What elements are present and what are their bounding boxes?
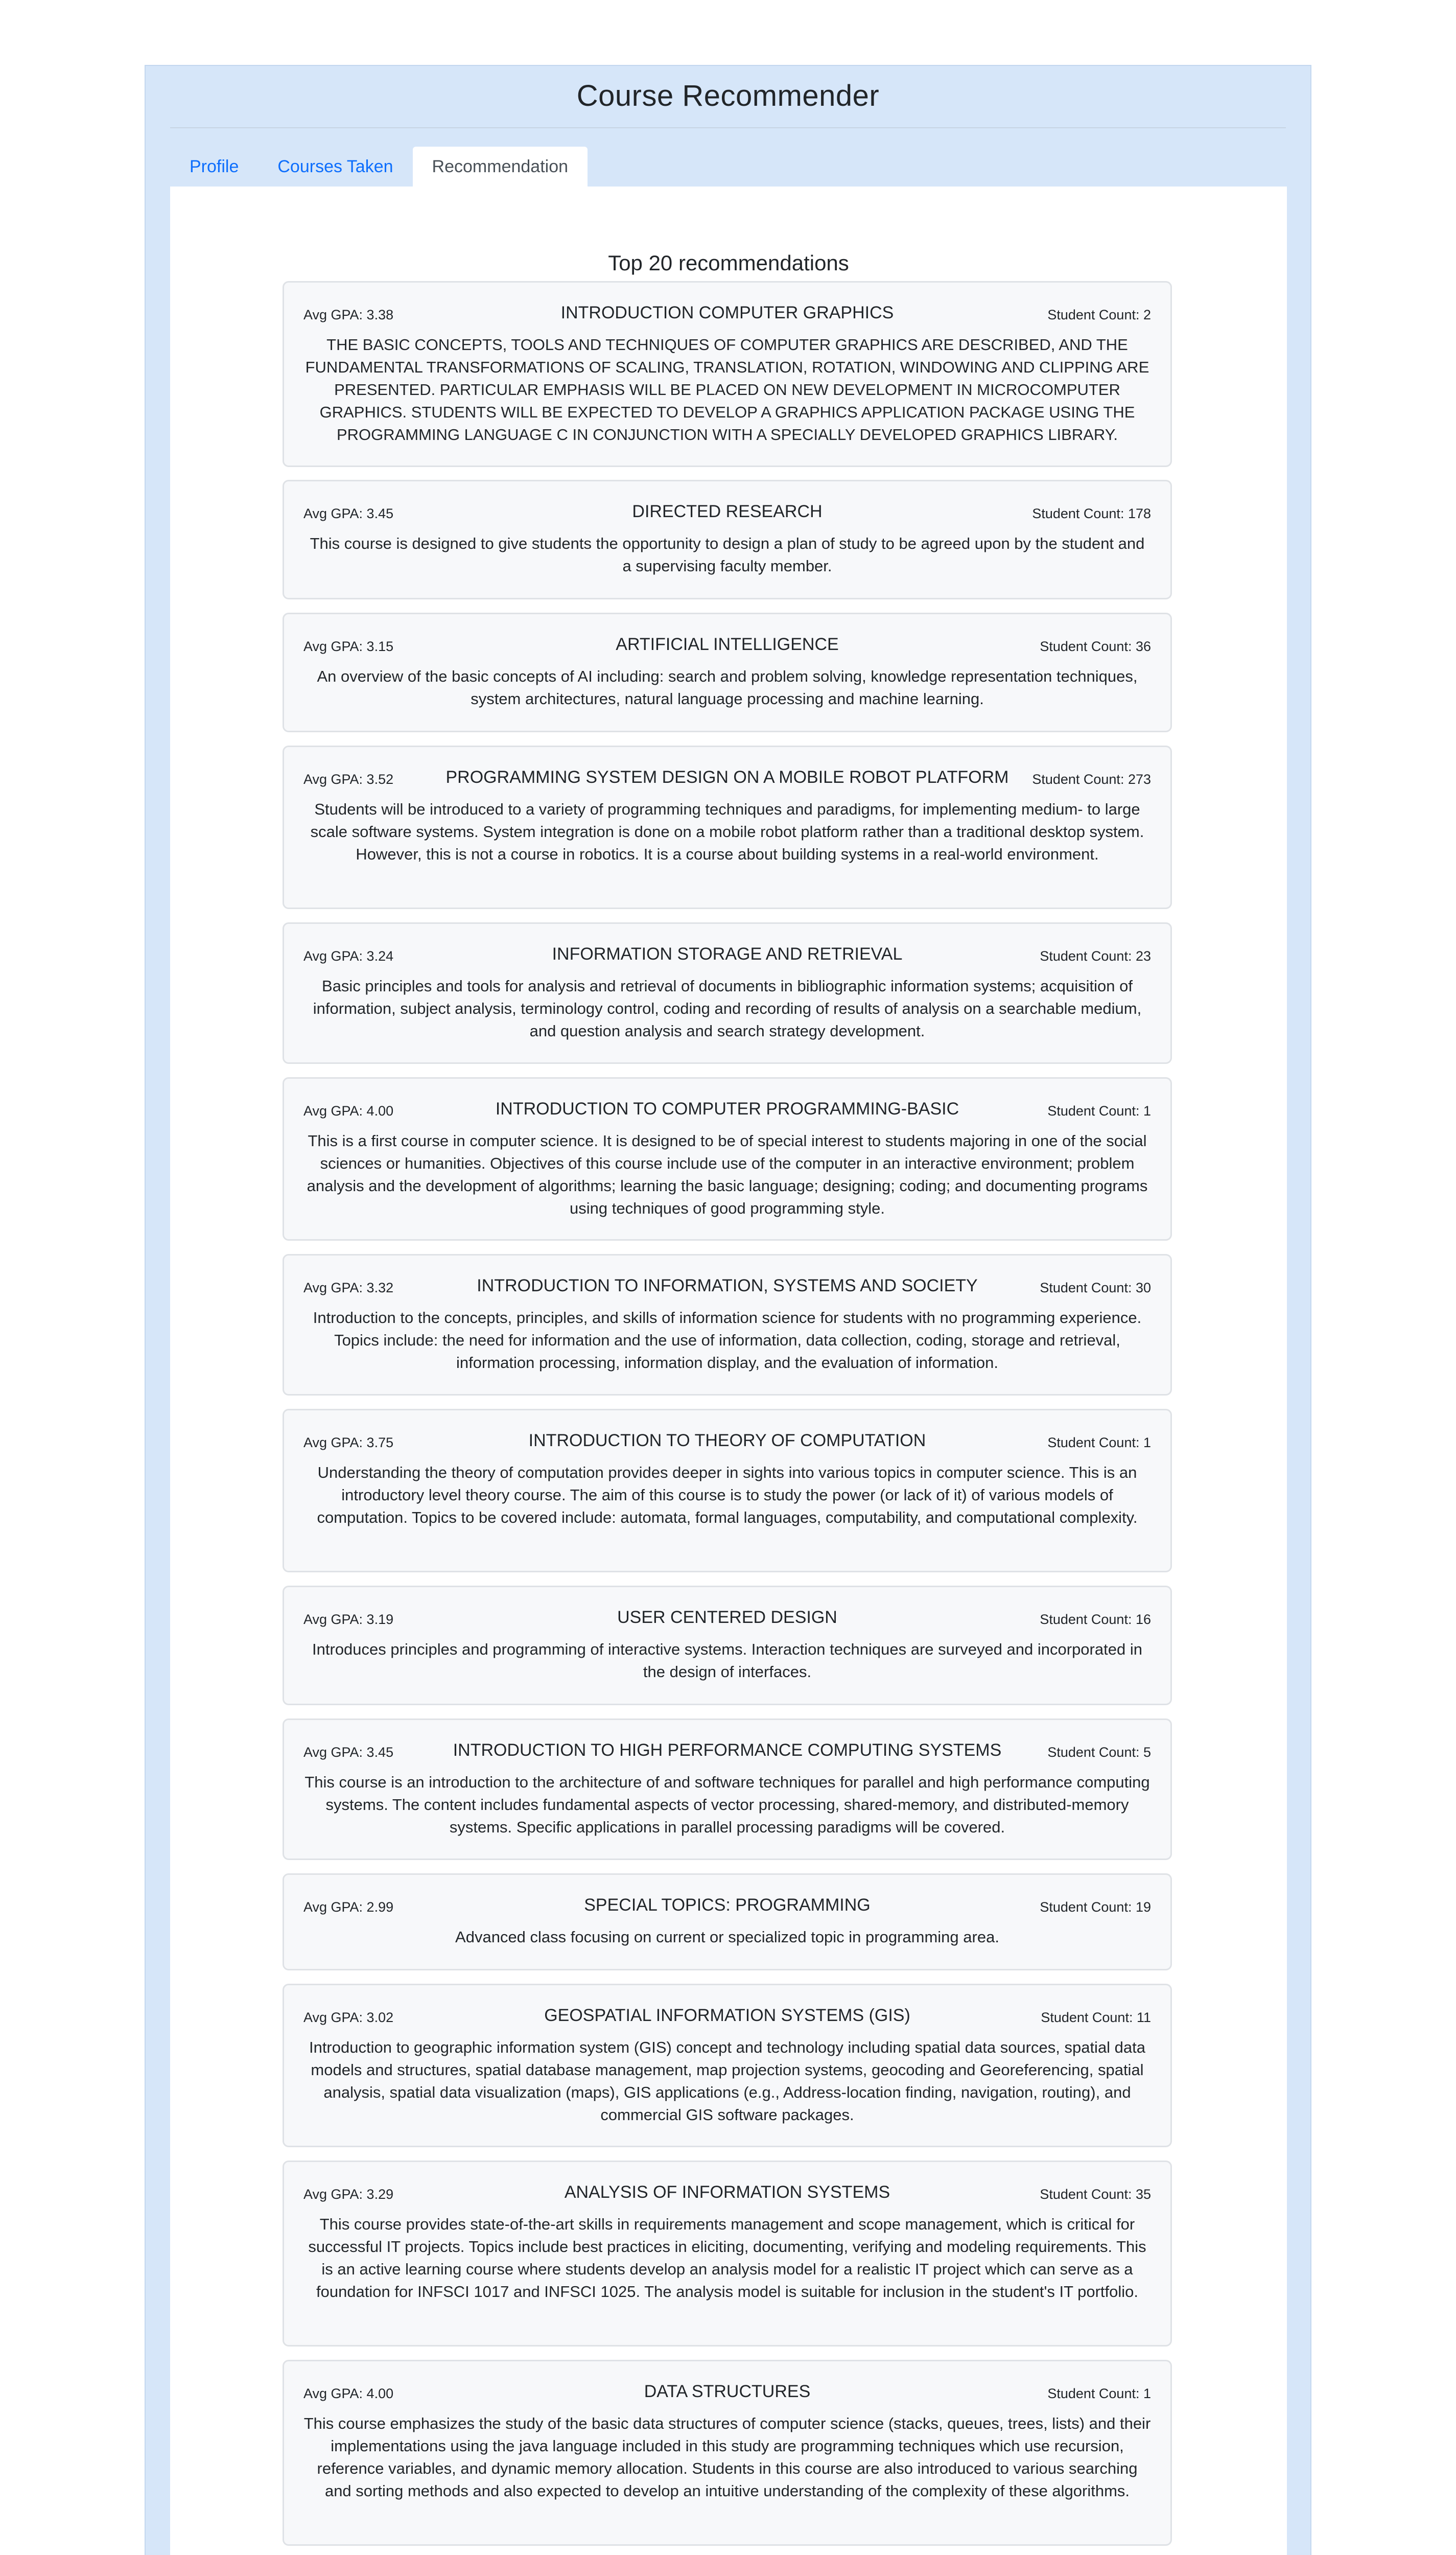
avg-gpa: Avg GPA: 3.15 — [303, 639, 394, 654]
course-title: SPECIAL TOPICS: PROGRAMMING — [584, 1895, 871, 1915]
tab-courses-taken[interactable]: Courses Taken — [277, 157, 393, 176]
avg-gpa: Avg GPA: 3.45 — [303, 1745, 394, 1760]
app-title: Course Recommender — [576, 79, 880, 112]
course-title: DATA STRUCTURES — [644, 2382, 811, 2401]
course-title: INTRODUCTION TO HIGH PERFORMANCE COMPUTING SYSTEMS — [453, 1740, 1002, 1760]
recommendation-card — [283, 1409, 1172, 1572]
avg-gpa: Avg GPA: 3.29 — [303, 2187, 394, 2202]
recommendation-card — [283, 613, 1172, 732]
avg-gpa: Avg GPA: 3.38 — [303, 307, 394, 322]
recommendation-card — [283, 2161, 1172, 2347]
avg-gpa: Avg GPA: 3.02 — [303, 2010, 394, 2025]
recommendation-card — [283, 1077, 1172, 1241]
course-description: Introduction to the concepts, principles, and skills of information science for students with no programming experience. Topics include: the need for information and the use of information, data collection, coding, storage and retrieval, information processing, information display, and the evaluation of information. — [313, 1309, 1142, 1372]
course-title: GEOSPATIAL INFORMATION SYSTEMS (GIS) — [544, 2006, 910, 2025]
course-description: THE BASIC CONCEPTS, TOOLS AND TECHNIQUES OF COMPUTER GRAPHICS ARE DESCRIBED, AND THE FUNDAMENTAL TRANSFORMATIONS OF SCALING, TRANSLATION, ROTATION, WINDOWING AND CLIPPING ARE PRESENTED. PARTICULAR EMPHASIS WILL BE PLACED ON NEW DEVELOPMENT IN MICROCOMPUTER GRAPHICS. STUDENTS WILL BE EXPECTED TO DEVELOP A GRAPHICS APPLICATION PACKAGE USING THE PROGRAMMING LANGUAGE C IN CONJUNCTION WITH A SPECIALLY DEVELOPED GRAPHICS LIBRARY. — [305, 336, 1149, 444]
student-count: Student Count: 35 — [1040, 2187, 1151, 2202]
student-count: Student Count: 1 — [1047, 2386, 1151, 2401]
avg-gpa: Avg GPA: 3.45 — [303, 506, 394, 521]
course-description: Advanced class focusing on current or specialized topic in programming area. — [455, 1928, 999, 1946]
course-title: INTRODUCTION TO COMPUTER PROGRAMMING-BASIC — [495, 1099, 959, 1119]
course-title: ARTIFICIAL INTELLIGENCE — [616, 635, 839, 654]
student-count: Student Count: 30 — [1040, 1280, 1151, 1295]
recommendation-panel — [170, 187, 1287, 2555]
tab-recommendation[interactable]: Recommendation — [413, 147, 588, 187]
course-title: ANALYSIS OF INFORMATION SYSTEMS — [564, 2182, 890, 2202]
recommendation-card — [283, 746, 1172, 909]
recommendation-card — [283, 1586, 1172, 1705]
student-count: Student Count: 23 — [1040, 948, 1151, 964]
course-description: This is a first course in computer science. It is designed to be of special interest to students majoring in one of the social sciences or humanities. Objectives of this course include use of the computer in an interactive environment; problem analysis and the development of algorithms; learning the basic language; designing; coding; and documenting programs using techniques of good programming style. — [307, 1132, 1148, 1217]
avg-gpa: Avg GPA: 3.32 — [303, 1280, 394, 1295]
course-description: Basic principles and tools for analysis and retrieval of documents in bibliographic information systems; acquisition of information, subject analysis, terminology control, coding and recording of results of analysis on a searchable medium, and question analysis and search strategy development. — [313, 977, 1142, 1040]
student-count: Student Count: 2 — [1047, 307, 1151, 322]
student-count: Student Count: 1 — [1047, 1103, 1151, 1119]
student-count: Student Count: 5 — [1047, 1745, 1151, 1760]
course-description: This course emphasizes the study of the basic data structures of computer science (stacks, queues, trees, lists) and their implementations using the java language included in this study are programming techniques which use recursion, reference variables, and dynamic memory allocation. Students in this course are also introduced to various searching and sorting methods and also expected to develop an intuitive understanding of the complexity of these algorithms. — [303, 2414, 1151, 2500]
course-description: Understanding the theory of computation provides deeper in sights into various topics in computer science. This is an introductory level theory course. The aim of this course is to study the power (or lack of it) of various models of computation. Topics to be covered include: automata, formal languages, computability, and computational complexity. — [317, 1464, 1138, 1526]
avg-gpa: Avg GPA: 4.00 — [303, 1103, 394, 1119]
student-count: Student Count: 178 — [1032, 506, 1151, 521]
student-count: Student Count: 36 — [1040, 639, 1151, 654]
tab-bar — [170, 147, 588, 187]
course-description: This course is designed to give students the opportunity to design a plan of study to be agreed upon by the student and a supervising faculty member. — [310, 535, 1145, 575]
avg-gpa: Avg GPA: 4.00 — [303, 2386, 394, 2401]
avg-gpa: Avg GPA: 3.75 — [303, 1435, 394, 1450]
avg-gpa: Avg GPA: 3.24 — [303, 948, 394, 964]
course-title: USER CENTERED DESIGN — [617, 1608, 837, 1627]
recommendation-card — [283, 1254, 1172, 1396]
tab-profile[interactable]: Profile — [190, 157, 239, 176]
course-description: Introduces principles and programming of interactive systems. Interaction techniques are surveyed and incorporated in the design of interfaces. — [312, 1640, 1142, 1681]
title-divider — [170, 127, 1286, 128]
recommendation-card — [283, 480, 1172, 599]
recommendation-card — [283, 2360, 1172, 2546]
recommendation-card — [283, 1718, 1172, 1860]
course-title: PROGRAMMING SYSTEM DESIGN ON A MOBILE ROBOT PLATFORM — [445, 768, 1009, 787]
course-title: INTRODUCTION COMPUTER GRAPHICS — [560, 303, 894, 322]
student-count: Student Count: 1 — [1047, 1435, 1151, 1450]
course-description: This course is an introduction to the architecture of and software techniques for parallel and high performance computing systems. The content includes fundamental aspects of vector processing, shared-memory, and distributed-memory systems. Specific applications in parallel processing paradigms will be covered. — [304, 1773, 1150, 1836]
recommendations-heading: Top 20 recommendations — [608, 251, 849, 275]
student-count: Student Count: 11 — [1041, 2010, 1151, 2025]
recommendation-card — [283, 1984, 1172, 2147]
course-description: Introduction to geographic information system (GIS) concept and technology including spatial data sources, spatial data models and structures, spatial database management, map projection systems, geocoding and Georeferencing, spatial analysis, spatial data visualization (maps), GIS applications (e.g., Address-location finding, navigation, routing), and commercial GIS software packages. — [309, 2038, 1146, 2124]
course-description: An overview of the basic concepts of AI including: search and problem solving, knowledge representation techniques, system architectures, natural language processing and machine learning. — [317, 667, 1138, 708]
course-title: INFORMATION STORAGE AND RETRIEVAL — [552, 944, 903, 964]
course-description: Students will be introduced to a variety of programming techniques and paradigms, for implementing medium- to large scale software systems. System integration is done on a mobile robot platform rather than a traditional desktop system. However, this is not a course in robotics. It is a course about building systems in a real-world environment. — [310, 800, 1144, 863]
avg-gpa: Avg GPA: 3.52 — [303, 772, 394, 787]
course-title: DIRECTED RESEARCH — [632, 502, 823, 521]
course-title: INTRODUCTION TO INFORMATION, SYSTEMS AND SOCIETY — [477, 1276, 978, 1295]
student-count: Student Count: 19 — [1040, 1899, 1151, 1915]
course-description: This course provides state-of-the-art skills in requirements management and scope management, which is critical for successful IT projects. Topics include best practices in eliciting, documenting, verifying and modeling requirements. This is an active learning course where students develop an analysis model for a realistic IT project which can serve as a foundation for INFSCI 1017 and INFSCI 1025. The analysis model is suitable for inclusion in the student's IT portfolio. — [308, 2215, 1146, 2301]
student-count: Student Count: 16 — [1040, 1612, 1151, 1627]
student-count: Student Count: 273 — [1032, 772, 1151, 787]
avg-gpa: Avg GPA: 3.19 — [303, 1612, 394, 1627]
recommendation-card — [283, 922, 1172, 1064]
app-frame — [145, 65, 1311, 2555]
avg-gpa: Avg GPA: 2.99 — [303, 1899, 394, 1915]
recommendation-card — [283, 281, 1172, 467]
recommendation-card — [283, 1873, 1172, 1970]
course-title: INTRODUCTION TO THEORY OF COMPUTATION — [528, 1431, 926, 1450]
